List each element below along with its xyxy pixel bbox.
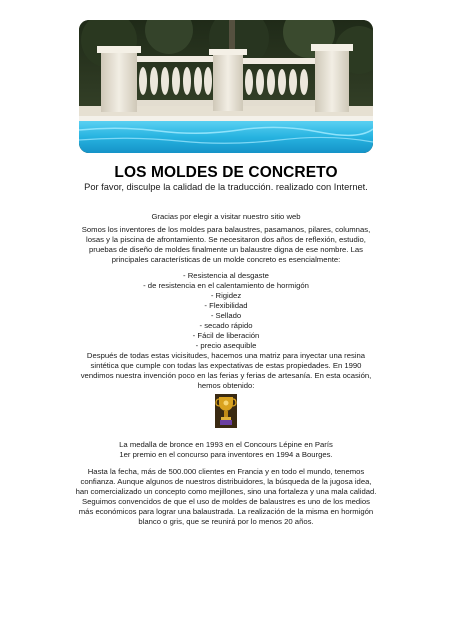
history-line: sintética que cumple con todas las expectativas de estas propiedades. En 1990 <box>90 361 362 370</box>
closing-line: han comercializado un concepto como mejillones, sino una fortaleza y una mala calidad. <box>75 487 377 496</box>
award-line: 1er premio en el concurso para inventores en 1994 a Bourges. <box>119 450 333 459</box>
trophy-icon <box>215 394 237 428</box>
closing-line: más económicos para lograr una balaustrada. La realización de la misma en hormigón <box>78 507 374 516</box>
translation-disclaimer: Por favor, disculpe la calidad de la traducción. realizado con Internet. <box>84 182 368 192</box>
page-title: LOS MOLDES DE CONCRETO <box>114 164 338 181</box>
closing-line: Seguimos convencidos de que el uso de moldes de balaustres es uno de los medios <box>81 497 371 506</box>
pool-balustrade-illustration <box>79 20 373 153</box>
feature-item: - secado rápido <box>199 321 253 330</box>
feature-item: - Fácil de liberación <box>192 331 260 340</box>
feature-item: - Flexibilidad <box>204 301 248 310</box>
welcome-text: Gracias por elegir a visitar nuestro sitio web <box>151 212 301 221</box>
feature-item: - Rigidez <box>210 291 242 300</box>
feature-item: - de resistencia en el calentamiento de hormigón <box>143 281 309 290</box>
closing-line: Hasta la fecha, más de 500.000 clientes en Francia y en todo el mundo, tenemos <box>87 467 365 476</box>
intro-line: pruebas de diseño de moldes finalmente un balaustre digna de ese nombre. Las <box>89 245 363 254</box>
history-line: Después de todas estas vicisitudes, hacemos una matriz para inyectar una resina <box>86 351 366 360</box>
feature-item: - Resistencia al desgaste <box>183 271 269 280</box>
pool-balustrade-photo <box>79 20 373 153</box>
history-line: hemos obtenido: <box>197 381 255 390</box>
closing-line: blanco o gris, que se reunirá por lo menos 20 años. <box>138 517 314 526</box>
feature-item: - precio asequible <box>195 341 257 350</box>
history-line: vendimos nuestra invención poco en las ferias y ferias de artesanía. En esta ocasión, <box>80 371 372 380</box>
feature-item: - Sellado <box>210 311 242 320</box>
intro-line: losas y la piscina de afrontamiento. Se necesitaron dos años de reflexión, estudio, <box>86 235 366 244</box>
intro-line: principales características de un molde concreto es esencialmente: <box>111 255 341 264</box>
award-line: La medalla de bronce en 1993 en el Concours Lépine en París <box>119 440 333 449</box>
intro-line: Somos los inventores de los moldes para balaustres, pasamanos, pilares, columnas, <box>81 225 371 234</box>
closing-line: confianza. Aunque algunos de nuestros distribuidores, la búsqueda de la jugosa idea, <box>80 477 372 486</box>
